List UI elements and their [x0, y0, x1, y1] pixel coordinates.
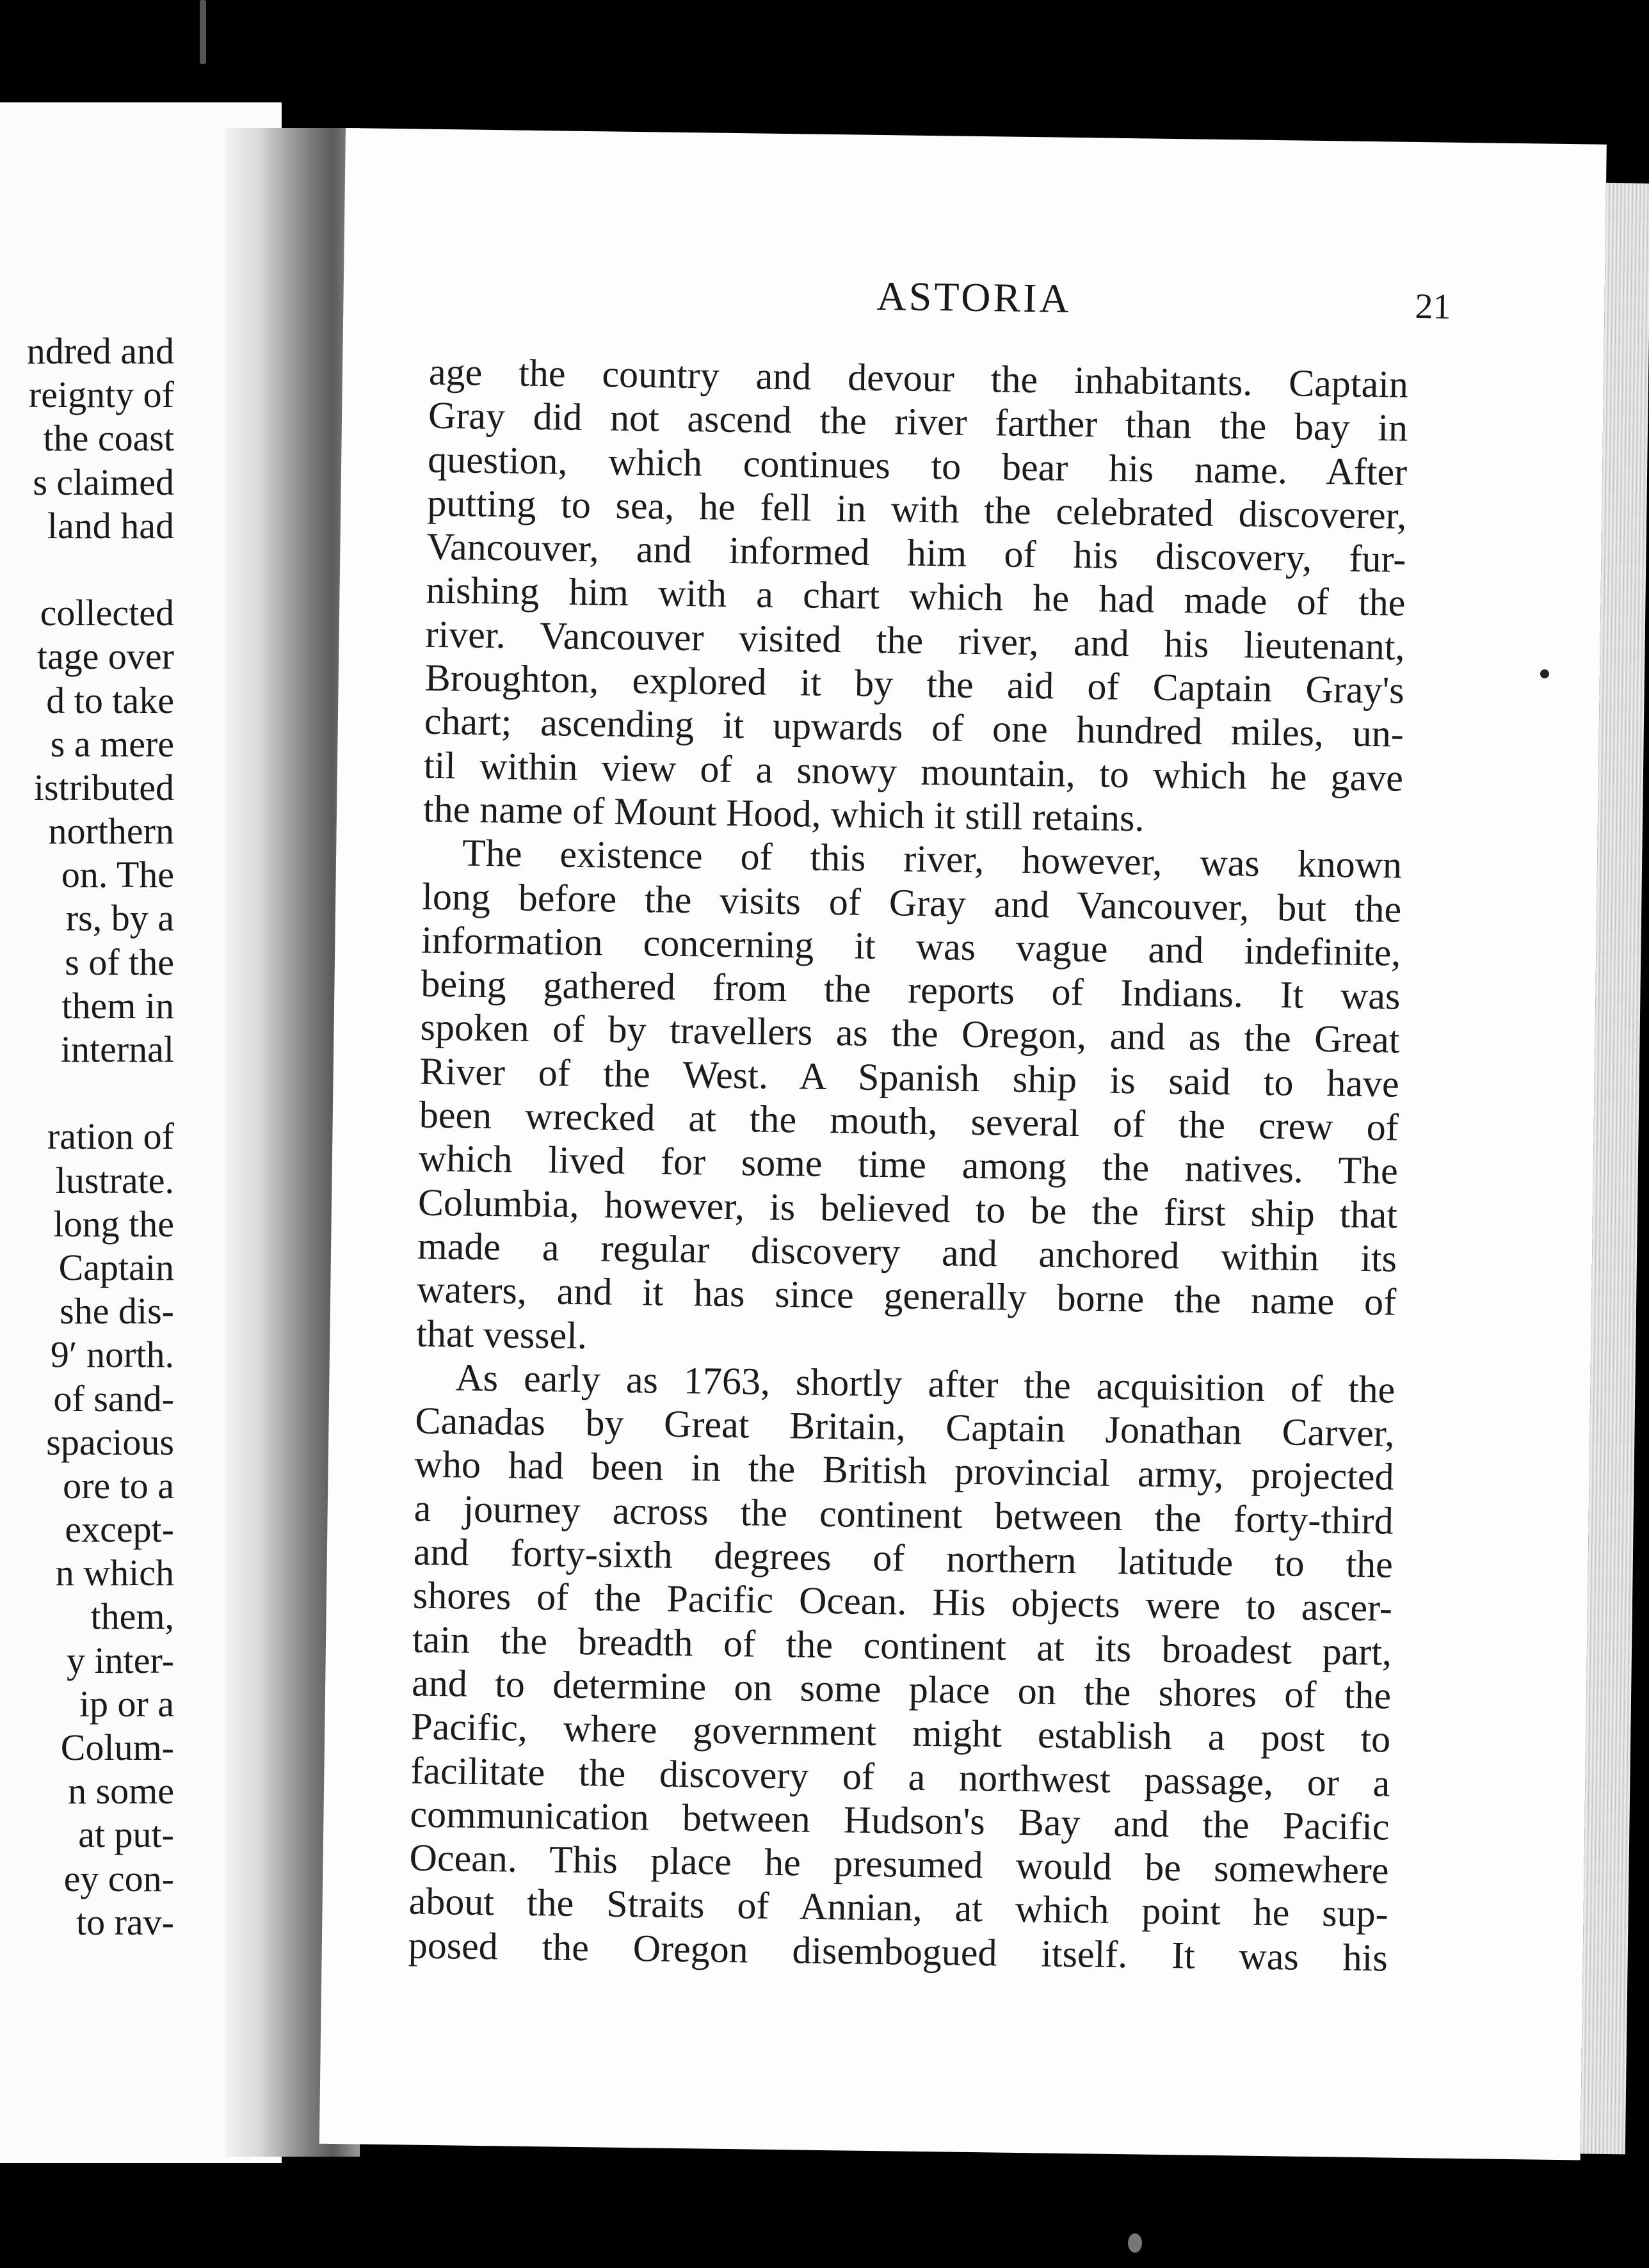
body-text-line: age the country and devour the inhabitants. Captain	[428, 350, 1409, 406]
body-text-line: Columbia, however, is believed to be the first ship that	[417, 1181, 1398, 1236]
body-text-line: that vessel.	[415, 1312, 588, 1357]
body-text-line: tain the breadth of the continent at its broadest part,	[412, 1618, 1392, 1673]
body-text-line: been wrecked at the mouth, several of the crew of	[419, 1093, 1399, 1149]
left-page-line: she dis-	[60, 1290, 174, 1332]
body-text-line: the name of Mount Hood, which it still retains.	[422, 787, 1145, 840]
body-text-line: who had been in the British provincial army, projected	[414, 1443, 1394, 1499]
left-page-line: internal	[60, 1028, 174, 1070]
left-page-line: rs, by a	[65, 897, 174, 939]
body-text-line: facilitate the discovery of a northwest passage, or a	[410, 1749, 1390, 1805]
dust-speck	[200, 0, 206, 64]
page-edges	[1581, 183, 1649, 2155]
page-number: 21	[1415, 286, 1451, 327]
left-page-line: on. The	[61, 854, 174, 896]
left-page-line: ip or a	[79, 1682, 174, 1725]
body-text-line: and forty-sixth degrees of northern latitude to the	[413, 1530, 1394, 1586]
body-text-line: spoken of by travellers as the Oregon, and as the Great	[420, 1006, 1400, 1062]
body-text-line: posed the Oregon disembogued itself. It was his	[408, 1924, 1388, 1979]
left-page-line: them in	[61, 984, 174, 1026]
left-page-line: 9′ north.	[50, 1334, 174, 1376]
left-page-paragraph-gap	[0, 548, 174, 591]
body-text-line: Canadas by Great Britain, Captain Jonathan Carver,	[415, 1399, 1395, 1455]
left-page-line: Colum-	[60, 1727, 174, 1768]
left-page-line: lustrate.	[55, 1159, 174, 1201]
body-text-line: putting to sea, he fell in with the celebrated discoverer,	[426, 481, 1407, 537]
body-text-line: which lived for some time among the natives. The	[418, 1137, 1399, 1192]
body-text-line: information concerning it was vague and indefinite,	[421, 918, 1401, 974]
left-page-line: of sand-	[53, 1377, 174, 1419]
dust-speck	[1540, 669, 1549, 678]
left-page-line: spacious	[46, 1421, 174, 1463]
body-text-line: Ocean. This place he presumed would be somewhere	[409, 1836, 1389, 1892]
left-page-text-column	[0, 330, 174, 1944]
body-text-line: being gathered from the reports of Indians. It was	[421, 962, 1401, 1018]
body-text-line: a journey across the continent between the forty-third	[414, 1487, 1394, 1542]
left-page-line: Captain	[58, 1246, 174, 1288]
body-text-line: long before the visits of Gray and Vancouver, but the	[421, 875, 1402, 930]
left-page-line: s a mere	[50, 723, 174, 765]
left-page-line: reignty of	[28, 374, 174, 416]
body-text-line: As early as 1763, shortly after the acquisition of the	[455, 1356, 1396, 1411]
left-page-line: to rav-	[76, 1901, 174, 1943]
body-text	[408, 350, 1408, 1980]
left-page-line: long the	[53, 1202, 174, 1245]
left-page-line: northern	[48, 810, 174, 852]
left-page-line: s of the	[65, 941, 174, 983]
body-text-line: and to determine on some place on the shores of the	[411, 1661, 1392, 1717]
body-text-line: question, which continues to bear his name. After	[427, 438, 1408, 493]
body-text-line: Pacific, where government might establish a post to	[410, 1705, 1391, 1761]
body-text-line: made a regular discovery and anchored within its	[417, 1224, 1397, 1280]
right-page	[319, 128, 1607, 2160]
left-page-line: istributed	[33, 766, 174, 808]
running-head: ASTORIA	[876, 273, 1072, 321]
left-page-line: d to take	[46, 679, 174, 721]
body-text-line: river. Vancouver visited the river, and his lieutenant,	[425, 612, 1405, 668]
dust-speck	[1128, 2233, 1142, 2253]
left-page-line: at put-	[78, 1814, 174, 1856]
body-text-line: communication between Hudson's Bay and the Pacific	[410, 1793, 1390, 1848]
body-text-line: River of the West. A Spanish ship is said to have	[419, 1050, 1400, 1105]
body-text-line: Vancouver, and informed him of his discovery, fur-	[426, 525, 1406, 580]
left-page-line: ey con-	[63, 1857, 174, 1899]
left-page-line: collected	[40, 592, 174, 634]
left-page-line: n which	[55, 1552, 174, 1594]
left-page-line: tage over	[36, 635, 174, 678]
body-text-line: Broughton, explored it by the aid of Captain Gray's	[424, 656, 1405, 712]
left-page-line: them,	[90, 1595, 174, 1638]
left-page-line: s claimed	[33, 461, 174, 503]
body-text-line: til within view of a snowy mountain, to which he gave	[423, 744, 1404, 799]
left-page-line: ndred and	[26, 330, 174, 372]
body-text-line: Gray did not ascend the river farther than the bay in	[428, 394, 1408, 450]
body-text-line: The existence of this river, however, was known	[462, 831, 1403, 886]
left-page-line: except-	[65, 1508, 174, 1551]
body-text-line: shores of the Pacific Ocean. His objects were to ascer-	[412, 1574, 1393, 1629]
left-page-line: ore to a	[63, 1464, 174, 1506]
left-page-line: n some	[68, 1770, 174, 1812]
body-text-line: chart; ascending it upwards of one hundred miles, un-	[424, 700, 1404, 756]
left-page-line: land had	[47, 504, 174, 547]
left-page-line: ration of	[47, 1115, 174, 1158]
body-text-line: nishing him with a chart which he had made of the	[426, 569, 1406, 625]
body-text-line: waters, and it has since generally borne the name of	[416, 1268, 1397, 1323]
left-page-line: y inter-	[67, 1639, 174, 1681]
left-page-paragraph-gap	[0, 1071, 174, 1115]
body-text-line: about the Straits of Annian, at which point he sup-	[408, 1880, 1389, 1935]
left-page-line: the coast	[43, 417, 174, 459]
